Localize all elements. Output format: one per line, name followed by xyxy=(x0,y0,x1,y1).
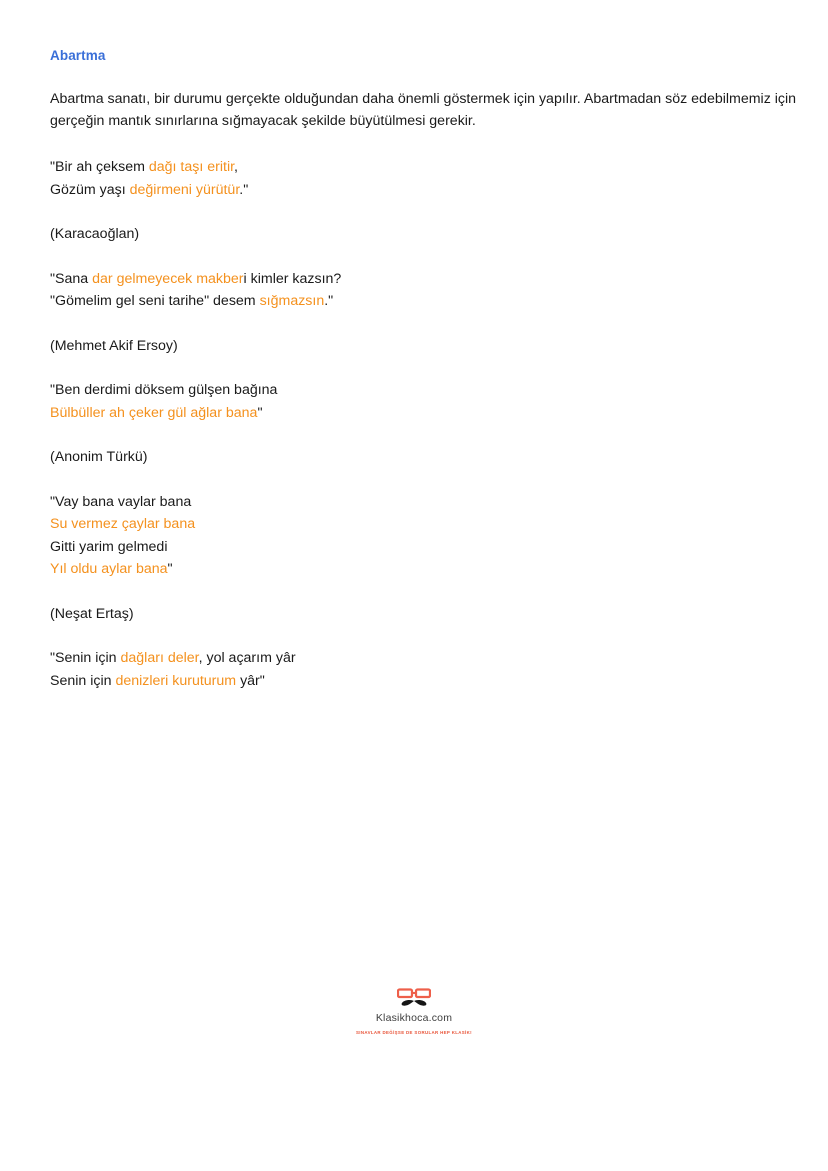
quote-line xyxy=(50,491,798,514)
content-blocks xyxy=(50,156,798,692)
quote-block xyxy=(50,491,798,581)
quote-line xyxy=(50,402,798,425)
plain-text: "Ben derdimi döksem gülşen bağına xyxy=(50,382,278,399)
plain-text: ." xyxy=(239,181,249,198)
quote-line xyxy=(50,536,798,559)
plain-text: Senin için xyxy=(50,672,116,689)
quote-line xyxy=(50,647,798,670)
footer xyxy=(0,988,828,1037)
plain-text: "Vay bana vaylar bana xyxy=(50,493,192,510)
highlighted-text: değirmeni yürütür xyxy=(129,181,240,198)
quote-line xyxy=(50,179,798,202)
site-tagline: SINAVLAR DEĞİŞSE DE SORULAR HEP KLASİK! xyxy=(356,1030,472,1035)
highlighted-text: Bülbüller ah çeker gül ağlar bana xyxy=(50,404,258,421)
site-name: Klasikhoca.com xyxy=(375,1012,453,1024)
plain-text: "Bir ah çeksem xyxy=(50,159,149,176)
quote-line xyxy=(50,379,798,402)
plain-text: "Sana xyxy=(50,270,93,287)
quote-block xyxy=(50,156,798,201)
quote-block xyxy=(50,647,798,692)
highlighted-text: dağları deler xyxy=(120,650,199,667)
plain-text: Gitti yarim gelmedi xyxy=(50,538,168,555)
glasses-mustache-icon xyxy=(397,988,431,1010)
plain-text: "Senin için xyxy=(50,650,121,667)
quote-line xyxy=(50,268,798,291)
highlighted-text: dağı taşı eritir xyxy=(148,159,235,176)
quote-line xyxy=(50,290,798,313)
plain-text: Gözüm yaşı xyxy=(50,181,130,198)
plain-text: "Gömelim gel seni tarihe" desem xyxy=(50,293,260,310)
quote-attribution: (Karacaoğlan) xyxy=(50,226,140,243)
plain-text: , yol açarım yâr xyxy=(198,650,296,667)
quote-attribution: (Mehmet Akif Ersoy) xyxy=(50,337,178,354)
plain-text: ." xyxy=(324,293,334,310)
plain-text: , xyxy=(234,159,238,176)
quote-line xyxy=(50,670,798,693)
quote-block xyxy=(50,379,798,424)
quote-attribution: (Anonim Türkü) xyxy=(50,449,148,466)
highlighted-text: denizleri kuruturum xyxy=(115,672,237,689)
plain-text: " xyxy=(167,561,173,578)
quote-line xyxy=(50,156,798,179)
document-content xyxy=(50,48,798,714)
plain-text: i kimler kazsın? xyxy=(243,270,342,287)
page-title: Abartma xyxy=(50,48,106,63)
highlighted-text: Yıl oldu aylar bana xyxy=(50,561,168,578)
highlighted-text: Su vermez çaylar bana xyxy=(50,516,196,533)
quote-line xyxy=(50,513,798,536)
highlighted-text: dar gelmeyecek makber xyxy=(92,270,244,287)
highlighted-text: sığmazsın xyxy=(259,293,325,310)
plain-text: " xyxy=(257,404,263,421)
quote-attribution: (Neşat Ertaş) xyxy=(50,605,134,622)
quote-line xyxy=(50,558,798,581)
intro-paragraph: Abartma sanatı, bir durumu gerçekte olduğundan daha önemli göstermek için yapılır. Abartmadan söz edebilmemiz için gerçeğin mantık sınırlarına sığmayacak şekilde büyütülmesi gerekir. xyxy=(50,91,797,130)
plain-text: yâr" xyxy=(236,672,265,689)
quote-block xyxy=(50,268,798,313)
